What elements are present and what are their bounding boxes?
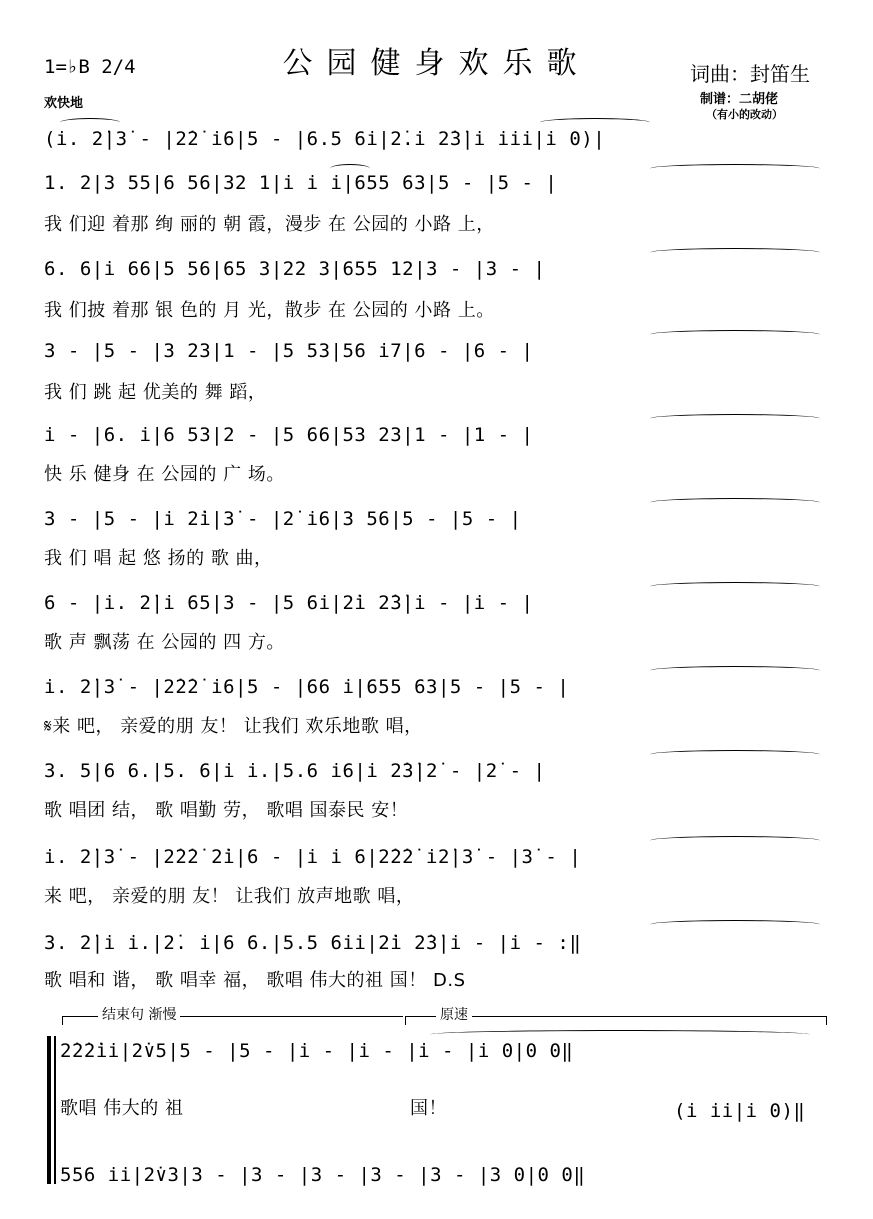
slur-mark [650,330,820,339]
system-brace-thick [47,1036,51,1184]
notes-line-9: i. 2̇|3̇ - |2̇2̇2̇ 2̇i|6 - |i i 6|2̇2̇2̇ i2̇|3̇ - |3̇ - | [44,846,582,868]
lyrics-line-4: 快 乐 健身 在 公园的 广 场。 [44,464,285,485]
slur-mark [650,164,820,173]
notes-line-10: 3. 2̇|i i.|2̇. i|6 6.|5.5 6ii|2̇i 2̇3̇|i - |i - :‖ [44,932,582,954]
page-title: 公园健身欢乐歌 [282,46,591,81]
ending-lyrics-2: 国！ [410,1098,447,1119]
slur-mark [650,750,820,759]
lyrics-line-6: 歌 声 飘荡 在 公园的 四 方。 [44,632,285,653]
intro-notes: (i. 2̇|3̇ - |2̇2̇ i6|5 - |6.5 6i|2̇.i 2̇3̇|i iii|i 0)| [44,128,606,150]
slur-mark [650,498,820,507]
notes-line-8: 3. 5|6 6.|5. 6|i i.|5.6 i6|i 2̇3̇|2̇ - |2̇ - | [44,760,546,782]
slur-mark [330,164,370,173]
arranger-note: （有小的改动） [706,108,783,121]
composer-credit: 词曲：封笛生 [690,62,810,86]
lyrics-line-7: 𝄋来 吧， 亲爱的朋 友！ 让我们 欢乐地歌 唱， [44,716,423,737]
lyrics-line-2: 我 们披 着那 银 色的 月 光，散步 在 公园的 小路 上。 [44,300,495,321]
slur-mark [650,666,820,675]
slur-mark [60,118,120,127]
slur-mark [650,248,820,257]
notes-line-4: i - |6. i|6 53|2 - |5 66|53 23|1 - |1 - | [44,424,534,446]
slur-mark [650,836,820,845]
lyrics-line-8: 歌 唱团 结， 歌 唱勤 劳， 歌唱 国泰民 安！ [44,800,409,821]
slur-mark [650,920,820,929]
notes-line-1: 1. 2|3 55|6 56|32 1|i i i|655 63|5 - |5 - | [44,172,558,194]
slur-mark [650,582,820,591]
slur-mark [650,414,820,423]
ending-alt-notes: (i ii|i 0)‖ [674,1100,806,1122]
ending-label-tempo: 原速 [436,1004,472,1024]
ending-lower-notes: 556 ii|2̇∨3|3 - |3 - |3 - |3 - |3 - |3 0|0 0‖ [60,1164,586,1186]
tempo-marking: 欢快地 [44,96,84,111]
ending-lyrics-1: 歌唱 伟大的 祖 [60,1098,184,1119]
notes-line-7: i. 2̇|3̇ - |2̇2̇2̇ i6|5 - |66 i|655 63|5 - |5 - | [44,676,570,698]
lyrics-line-9: 来 吧， 亲爱的朋 友！ 让我们 放声地歌 唱， [44,886,415,907]
lyrics-line-1: 我 们迎 着那 绚 丽的 朝 霞，漫步 在 公园的 小路 上， [44,214,495,235]
lyrics-line-3: 我 们 跳 起 优美的 舞 蹈， [44,382,267,403]
lyrics-line-10: 歌 唱和 谐， 歌 唱幸 福， 歌唱 伟大的祖 国！ D.S [44,970,466,991]
slur-mark [540,118,650,127]
notes-line-3: 3 - |5 - |3 23|1 - |5 53|56 i7|6 - |6 - | [44,340,534,362]
lyrics-line-5: 我 们 唱 起 悠 扬的 歌 曲， [44,548,273,569]
slur-mark [430,1030,810,1039]
notes-line-6: 6 - |i. 2̇|i 65|3 - |5 6i|2̇i 2̇3̇|i - |i - | [44,592,534,614]
notes-line-5: 3 - |5 - |i 2̇i|3̇ - |2̇ i6|3 56|5 - |5 - | [44,508,522,530]
ending-upper-notes: 2̇2̇2̇ii|2̇∨5|5 - |5 - |i - |i - |i - |i 0|0 0‖ [60,1040,574,1062]
system-brace-thin [54,1036,56,1184]
notes-line-2: 6. 6|i 66|5 56|65 3|22 3|655 12|3 - |3 - | [44,258,546,280]
arranger-credit: 制谱：二胡佬 [700,92,779,107]
ending-label-slow: 结束句 渐慢 [98,1004,180,1024]
key-signature: 1=♭B 2/4 [44,56,136,78]
